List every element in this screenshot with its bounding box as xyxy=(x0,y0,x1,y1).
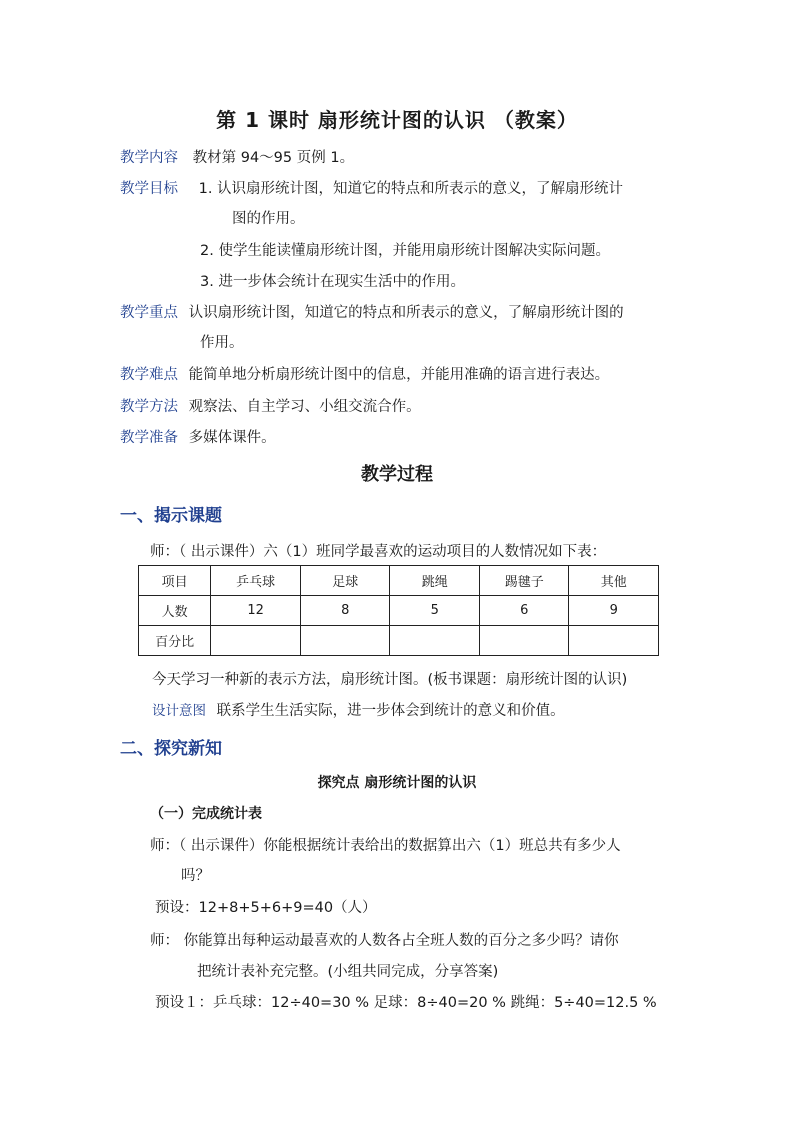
table-cell: 人数 xyxy=(139,596,211,626)
teacher-question-1: 师：（ 出示课件）你能根据统计表给出的数据算出六（1）班总共有多少人 xyxy=(150,838,621,854)
key-label: 教学重点 xyxy=(120,305,178,321)
difficulty-label: 教学难点 xyxy=(120,367,178,383)
table-cell: 项目 xyxy=(139,566,211,596)
teacher-question-1-continued: 吗？ xyxy=(181,868,210,884)
goal-1: 1. 认识扇形统计图，知道它的特点和所表示的意义，了解扇形统计 xyxy=(198,181,624,197)
intent-text: 联系学生生活实际，进一步体会到统计的意义和价值。 xyxy=(216,703,565,719)
info-goal xyxy=(120,177,623,198)
intent-label: 设计意图 xyxy=(152,703,206,719)
section1-teacher-line: 师：（ 出示课件）六（1）班同学最喜欢的运动项目的人数情况如下表： xyxy=(150,544,607,560)
info-content xyxy=(120,146,354,167)
goal-2: 2. 使学生能读懂扇形统计图，并能用扇形统计图解决实际问题。 xyxy=(200,243,610,259)
goal-3: 3. 进一步体会统计在现实生活中的作用。 xyxy=(200,274,465,290)
table-count-row xyxy=(139,596,659,626)
method-label: 教学方法 xyxy=(120,399,178,415)
table-cell: 踢毽子 xyxy=(479,566,569,596)
sports-table xyxy=(138,565,659,656)
design-intent xyxy=(152,699,565,720)
content-text: 教材第 94～95 页例 1。 xyxy=(192,150,355,166)
table-cell xyxy=(569,626,659,656)
table-cell: 乒乓球 xyxy=(211,566,301,596)
table-cell: 百分比 xyxy=(139,626,211,656)
table-cell: 跳绳 xyxy=(390,566,480,596)
goal-1-continued: 图的作用。 xyxy=(232,211,305,227)
section1-heading: 一、揭示课题 xyxy=(120,506,222,526)
table-cell xyxy=(479,626,569,656)
section1-after-table: 今天学习一种新的表示方法，扇形统计图。(板书课题：扇形统计图的认识) xyxy=(152,672,628,688)
prep-text: 多媒体课件。 xyxy=(188,430,276,446)
preset-2: 预设１：乒乓球：12÷40=30 % 足球：8÷40=20 % 跳绳：5÷40=12.5 % xyxy=(155,995,657,1011)
table-cell: 足球 xyxy=(300,566,390,596)
info-difficulty xyxy=(120,363,609,384)
table-cell: 12 xyxy=(211,596,301,626)
section2-heading: 二、探究新知 xyxy=(120,739,222,759)
key-text: 认识扇形统计图，知道它的特点和所表示的意义，了解扇形统计图的 xyxy=(188,305,624,321)
key-text-continued: 作用。 xyxy=(200,335,244,351)
info-key xyxy=(120,301,624,322)
table-header-row xyxy=(139,566,659,596)
table-cell: 9 xyxy=(569,596,659,626)
table-cell xyxy=(300,626,390,656)
info-method xyxy=(120,395,421,416)
teacher-question-2-continued: 把统计表补充完整。(小组共同完成，分享答案) xyxy=(197,964,499,980)
goal-label: 教学目标 xyxy=(120,181,178,197)
table-cell: 其他 xyxy=(569,566,659,596)
content-label: 教学内容 xyxy=(120,150,178,166)
table-percent-row xyxy=(139,626,659,656)
table-cell: 6 xyxy=(479,596,569,626)
table-cell xyxy=(390,626,480,656)
page-title: 第 1 课时 扇形统计图的认识 （教案） xyxy=(216,108,578,132)
part1-heading: （一）完成统计表 xyxy=(150,806,262,822)
method-text: 观察法、自主学习、小组交流合作。 xyxy=(188,399,421,415)
prep-label: 教学准备 xyxy=(120,430,178,446)
section2-subheading: 探究点 扇形统计图的认识 xyxy=(317,775,477,791)
table-cell: 8 xyxy=(300,596,390,626)
teacher-question-2: 师： 你能算出每种运动最喜欢的人数各占全班人数的百分之多少吗？请你 xyxy=(150,933,619,949)
table-cell xyxy=(211,626,301,656)
difficulty-text: 能简单地分析扇形统计图中的信息，并能用准确的语言进行表达。 xyxy=(188,367,610,383)
preset-1: 预设：12+8+5+6+9=40（人） xyxy=(155,900,377,916)
process-heading: 教学过程 xyxy=(361,464,433,485)
info-prep xyxy=(120,426,276,447)
table-cell: 5 xyxy=(390,596,480,626)
